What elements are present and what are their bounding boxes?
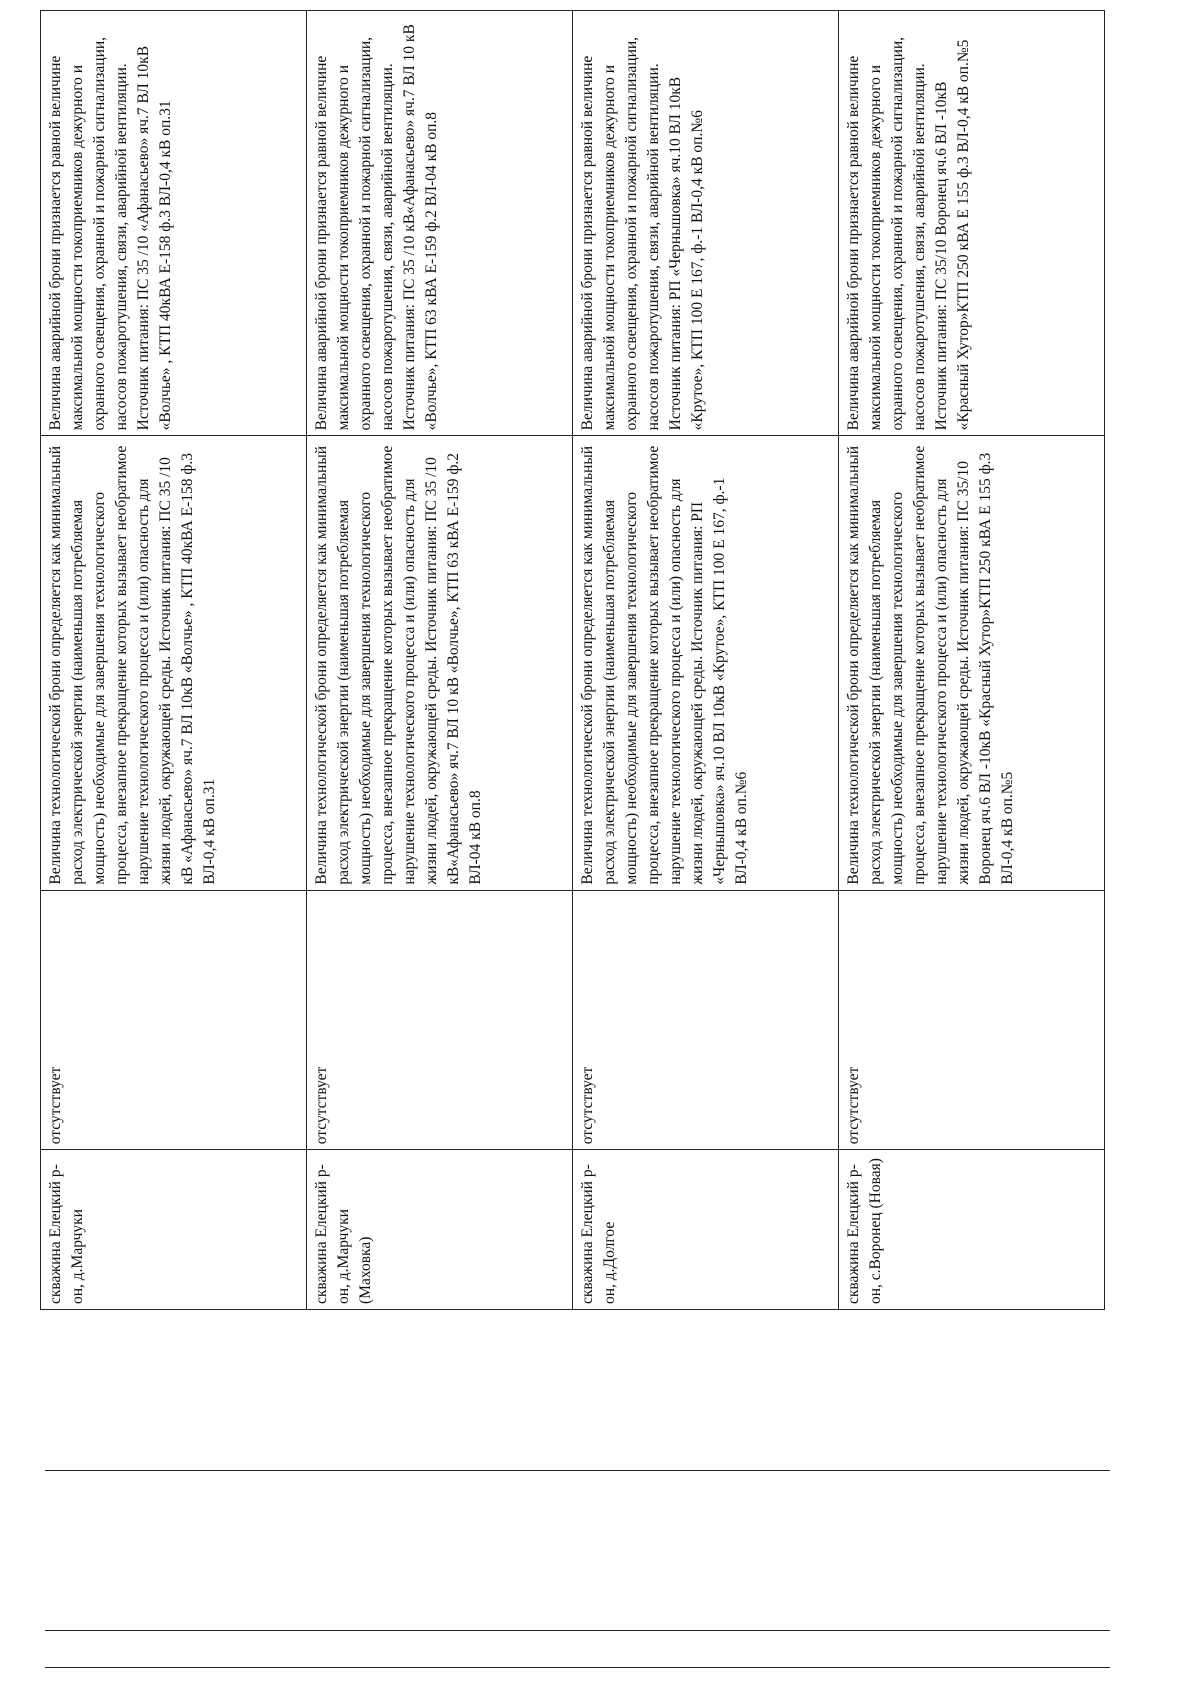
divider-line [45, 1667, 1110, 1668]
tp-cell: отсутствует [41, 890, 306, 1150]
tp-cell: отсутствует [573, 890, 838, 1150]
emergency-reserve-cell: Величина аварийной брони признается равной величине максимальной мощности токоприемников дежурного и охранного освещения, охранной и пожарной сигнализации, насосов пожаротушения, связи, аварийной вентиляции. Источник питания: РП «Чернышовка» яч.10 ВЛ 10кВ «Крутое», КТП 100 Е 167, ф.-1 ВЛ-0,4 кВ оп.№6 [579, 36, 706, 431]
object-cell: скважина Елецкий р-он, д.Долгое [573, 1149, 838, 1309]
tech-reserve-cell: Величина технологической брони определяется как минимальный расход электрической энергии (наименьшая потребляемая мощность) необходимые для завершения технологического процесса, внезапное прекращение которых вызывает необратимое нарушение технологического процесса и (или) опасность для жизни людей, окружающей среды. Источник питания: РП «Чернышовка» яч.10 ВЛ 10кВ «Крутое», КТП 100 Е 167, ф.-1 ВЛ-0,4 кВ оп.№6 [573, 435, 838, 889]
emergency-reserve-cell: Величина аварийной брони признается равной величине максимальной мощности токоприемников дежурного и охранного освещения, охранной и пожарной сигнализации, насосов пожаротушения, связи, аварийной вентиляции. Источник питания: ПС 35 /10 кВ«Афанасьево» яч.7 ВЛ 10 кВ «Волчье», КТП 63 кВА Е-159 ф.2 ВЛ-04 кВ оп.8 [313, 24, 440, 431]
tp-cell: отсутствует [307, 890, 572, 1150]
tech-reserve-cell: Величина технологической брони определяется как минимальный расход электрической энергии (наименьшая потребляемая мощность) необходимые для завершения технологического процесса, внезапное прекращение которых вызывает необратимое нарушение технологического процесса и (или) опасность для жизни людей, окружающей среды. Источник питания: ПС 35 /10 кВ«Афанасьево» яч.7 ВЛ 10 кВ «Волчье», КТП 63 кВА Е-159 ф.2 ВЛ-04 кВ оп.8 [307, 435, 572, 889]
table-row [839, 11, 1104, 1309]
emergency-reserve-cell: Величина аварийной брони признается равной величине максимальной мощности токоприемников дежурного и охранного освещения, охранной и пожарной сигнализации, насосов пожаротушения, связи, аварийной вентиляции. Источник питания: ПС 35 /10 «Афанасьево» яч.7 ВЛ 10кВ «Волчье» , КТП 40кВА Е-158 ф.3 ВЛ-0,4 кВ оп.31 [47, 36, 174, 431]
tech-reserve-cell: Величина технологической брони определяется как минимальный расход электрической энергии (наименьшая потребляемая мощность) необходимые для завершения технологического процесса, внезапное прекращение которых вызывает необратимое нарушение технологического процесса и (или) опасность для жизни людей, окружающей среды. Источник питания: ПС 35 /10 кВ «Афанасьево» яч.7 ВЛ 10кВ «Волчье» , КТП 40кВА Е-158 ф.3 ВЛ-0,4 кВ оп.31 [41, 435, 306, 889]
object-cell: скважина Елецкий р-он, д.Марчуки [41, 1149, 306, 1309]
table-row [41, 11, 307, 1309]
table-row [573, 11, 839, 1309]
divider-line [45, 1630, 1110, 1631]
object-cell: скважина Елецкий р-он, д.Марчуки (Маховка) [307, 1149, 572, 1309]
reservation-table [40, 10, 1105, 1310]
divider-line [45, 1470, 1110, 1471]
object-cell: скважина Елецкий р-он, с.Воронец (Новая) [839, 1149, 1104, 1309]
emergency-reserve-cell: Величина аварийной брони признается равной величине максимальной мощности токоприемников дежурного и охранного освещения, охранной и пожарной сигнализации, насосов пожаротушения, связи, аварийной вентиляции. Источник питания: ПС 35/10 Воронец яч.6 ВЛ -10кВ «Красный Хутор»КТП 250 кВА Е 155 ф.3 ВЛ-0,4 кВ оп.№5 [845, 36, 972, 431]
tech-reserve-cell: Величина технологической брони определяется как минимальный расход электрической энергии (наименьшая потребляемая мощность) необходимые для завершения технологического процесса, внезапное прекращение которых вызывает необратимое нарушение технологического процесса и (или) опасность для жизни людей, окружающей среды. Источник питания: ПС 35/10 Воронец яч.6 ВЛ -10кВ «Красный Хутор»КТП 250 кВА Е 155 ф.3 ВЛ-0,4 кВ оп.№5 [839, 435, 1104, 889]
table-row [307, 11, 573, 1309]
tp-cell: отсутствует [839, 890, 1104, 1150]
